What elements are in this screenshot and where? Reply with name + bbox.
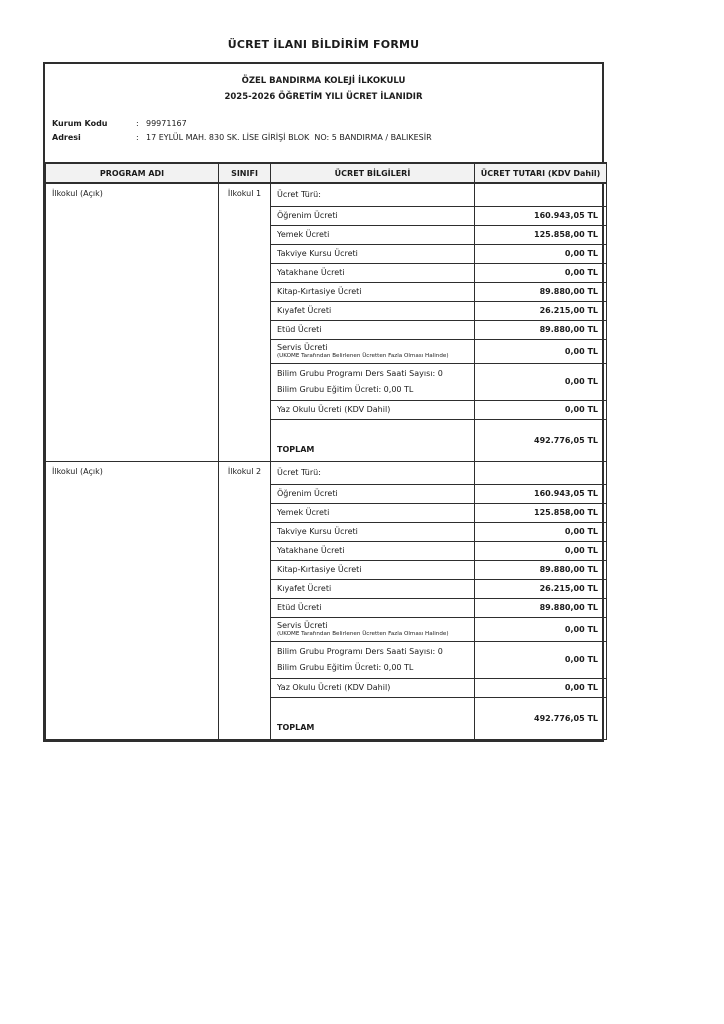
- fee-table: [45, 162, 607, 740]
- fee-label-cell: [271, 301, 475, 320]
- fee-label-cell: [271, 541, 475, 560]
- fee-label: Ücret Türü:: [277, 189, 321, 199]
- fee-amount-cell: 0,00 TL: [475, 339, 607, 363]
- fee-label: Ücret Türü:: [277, 467, 321, 477]
- fee-row: [46, 183, 607, 206]
- grade-cell: İlkokul 1: [219, 183, 271, 461]
- fee-amount-cell: 0,00 TL: [475, 522, 607, 541]
- fee-label: Etüd Ücreti: [277, 324, 322, 334]
- fee-amount-cell: 89.880,00 TL: [475, 598, 607, 617]
- fee-label: Servis Ücreti: [277, 620, 328, 630]
- fee-label-cell: [271, 244, 475, 263]
- kurum-kodu-label: Kurum Kodu: [52, 119, 108, 128]
- fee-label: Öğrenim Ücreti: [277, 210, 338, 220]
- fee-amount-cell: 26.215,00 TL: [475, 301, 607, 320]
- fee-label: Yemek Ücreti: [277, 229, 330, 239]
- program-name-cell: İlkokul (Açık): [46, 461, 219, 739]
- column-header-amount: ÜCRET TUTARI (KDV Dahil): [475, 163, 607, 183]
- fee-label: Etüd Ücreti: [277, 602, 322, 612]
- fee-amount-cell: 89.880,00 TL: [475, 560, 607, 579]
- fee-label-cell: [271, 598, 475, 617]
- kurum-kodu-separator: :: [136, 119, 139, 128]
- program-name-cell: İlkokul (Açık): [46, 183, 219, 461]
- fee-label-cell: [271, 560, 475, 579]
- fee-amount-cell: 0,00 TL: [475, 617, 607, 641]
- column-header-grade: SINIFI: [219, 163, 271, 183]
- fee-label-cell: [271, 263, 475, 282]
- fee-label-cell: [271, 503, 475, 522]
- announcement-line: 2025-2026 ÖĞRETİM YILI ÜCRET İLANIDIR: [224, 92, 423, 102]
- total-label-cell: TOPLAM: [271, 697, 475, 739]
- fee-label: Bilim Grubu Programı Ders Saati Sayısı: 0: [277, 646, 443, 656]
- fee-amount-cell: 0,00 TL: [475, 541, 607, 560]
- fee-label-line2: Bilim Grubu Eğitim Ücreti: 0,00 TL: [277, 662, 414, 672]
- fee-amount-cell: 0,00 TL: [475, 641, 607, 678]
- fee-label: Takviye Kursu Ücreti: [277, 248, 358, 258]
- adres-row: [52, 131, 602, 145]
- document-header: [45, 64, 602, 162]
- fee-label-cell: [271, 339, 475, 363]
- meta-fields: [52, 117, 602, 145]
- fee-label: Bilim Grubu Programı Ders Saati Sayısı: 0: [277, 368, 443, 378]
- fee-amount-cell: [475, 183, 607, 206]
- fee-label-cell: [271, 579, 475, 598]
- fee-label-cell: [271, 641, 475, 678]
- fee-amount-cell: 160.943,05 TL: [475, 206, 607, 225]
- adres-separator: :: [136, 133, 139, 142]
- fee-amount-cell: 89.880,00 TL: [475, 282, 607, 301]
- fee-label-cell: [271, 363, 475, 400]
- fee-label-cell: [271, 461, 475, 484]
- fee-label: Servis Ücreti: [277, 342, 328, 352]
- fee-label: Takviye Kursu Ücreti: [277, 526, 358, 536]
- fee-label: Kıyafet Ücreti: [277, 583, 332, 593]
- total-amount-cell: 492.776,05 TL: [475, 697, 607, 739]
- fee-amount-cell: 0,00 TL: [475, 244, 607, 263]
- fee-amount-cell: 125.858,00 TL: [475, 503, 607, 522]
- program-section: [46, 183, 607, 461]
- school-name: ÖZEL BANDIRMA KOLEJİ İLKOKULU: [241, 76, 406, 86]
- total-amount-cell: 492.776,05 TL: [475, 419, 607, 461]
- fee-label-cell: [271, 320, 475, 339]
- fee-label: Yaz Okulu Ücreti (KDV Dahil): [277, 404, 391, 414]
- fee-note: (UKOME Tarafından Belirlenen Ücretten Fazla Olması Halinde): [277, 352, 449, 359]
- kurum-kodu-value: 99971167: [146, 119, 187, 128]
- fee-label-cell: [271, 282, 475, 301]
- fee-label: Yatakhane Ücreti: [277, 545, 345, 555]
- fee-amount-cell: 0,00 TL: [475, 363, 607, 400]
- fee-amount-cell: 160.943,05 TL: [475, 484, 607, 503]
- fee-amount-cell: 89.880,00 TL: [475, 320, 607, 339]
- fee-label-cell: [271, 225, 475, 244]
- program-section: [46, 461, 607, 739]
- column-header-program: PROGRAM ADI: [46, 163, 219, 183]
- fee-note: (UKOME Tarafından Belirlenen Ücretten Fazla Olması Halinde): [277, 630, 449, 637]
- fee-amount-cell: 0,00 TL: [475, 400, 607, 419]
- column-header-fee-info: ÜCRET BİLGİLERİ: [271, 163, 475, 183]
- form-title: ÜCRET İLANI BİLDİRİM FORMU: [227, 38, 420, 51]
- fee-label: Kitap-Kırtasiye Ücreti: [277, 564, 362, 574]
- kurum-kodu-row: [52, 117, 602, 131]
- fee-row: [46, 461, 607, 484]
- grade-cell: İlkokul 2: [219, 461, 271, 739]
- fee-label-cell: [271, 678, 475, 697]
- fee-label: Yaz Okulu Ücreti (KDV Dahil): [277, 682, 391, 692]
- document-frame: [43, 62, 604, 742]
- fee-amount-cell: 125.858,00 TL: [475, 225, 607, 244]
- fee-label: Yemek Ücreti: [277, 507, 330, 517]
- fee-label: Kitap-Kırtasiye Ücreti: [277, 286, 362, 296]
- fee-label-cell: [271, 617, 475, 641]
- fee-amount-cell: [475, 461, 607, 484]
- adres-value: 17 EYLÜL MAH. 830 SK. LİSE GİRİŞİ BLOK NO: 5 BANDIRMA / BALIKESİR: [146, 133, 432, 142]
- fee-amount-cell: 26.215,00 TL: [475, 579, 607, 598]
- fee-label-cell: [271, 484, 475, 503]
- fee-label-cell: [271, 522, 475, 541]
- adres-label: Adresi: [52, 133, 81, 142]
- fee-label-cell: [271, 206, 475, 225]
- fee-label: Öğrenim Ücreti: [277, 488, 338, 498]
- fee-label-cell: [271, 400, 475, 419]
- fee-label-cell: [271, 183, 475, 206]
- fee-label: Kıyafet Ücreti: [277, 305, 332, 315]
- fee-label: Yatakhane Ücreti: [277, 267, 345, 277]
- fee-amount-cell: 0,00 TL: [475, 678, 607, 697]
- fee-label-line2: Bilim Grubu Eğitim Ücreti: 0,00 TL: [277, 384, 414, 394]
- table-header-row: [46, 163, 607, 183]
- total-label-cell: TOPLAM: [271, 419, 475, 461]
- fee-amount-cell: 0,00 TL: [475, 263, 607, 282]
